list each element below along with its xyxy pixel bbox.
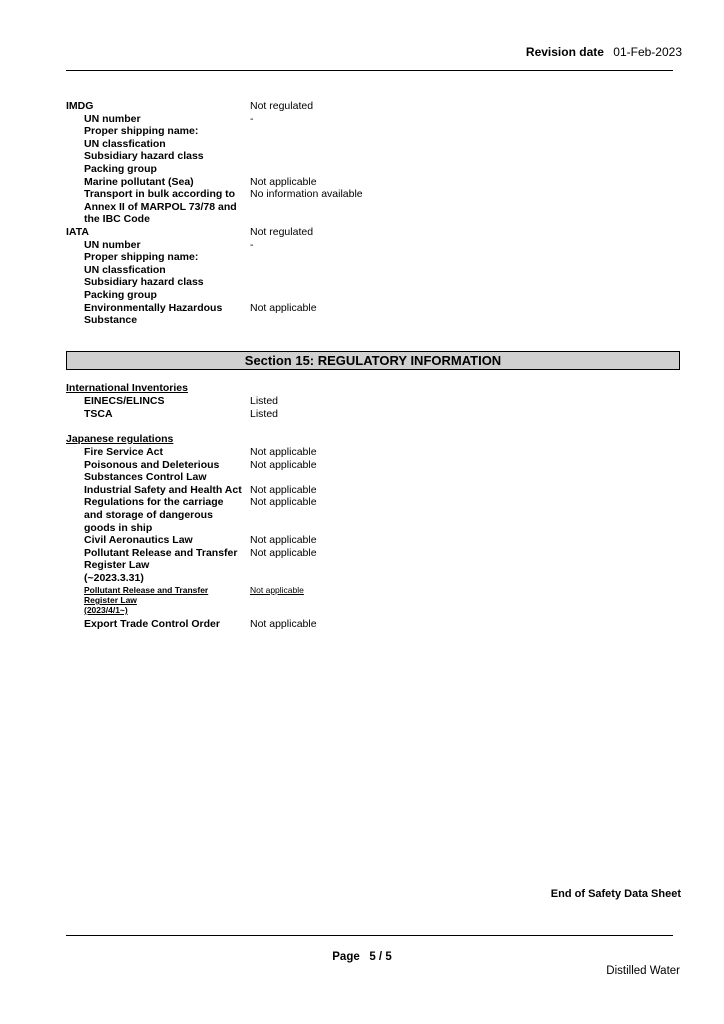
revision-date-value: 01-Feb-2023 xyxy=(613,45,682,59)
iata-title-value: Not regulated xyxy=(250,226,314,238)
row-value: Not applicable xyxy=(250,301,317,314)
row-value xyxy=(250,213,686,226)
row-label: UN classfication xyxy=(84,263,166,276)
row-label: Poisonous and Deleterious xyxy=(84,458,220,471)
row-label: EINECS/ELINCS xyxy=(84,395,165,407)
table-row xyxy=(66,276,686,289)
table-row xyxy=(66,213,686,226)
table-row xyxy=(66,163,686,176)
row-value: Listed xyxy=(250,395,279,407)
revision-header xyxy=(526,45,682,59)
row-label: Civil Aeronautics Law xyxy=(84,534,193,547)
row-value xyxy=(250,595,686,605)
row-label: the IBC Code xyxy=(84,213,150,226)
row-value xyxy=(250,471,686,484)
row-value xyxy=(250,559,686,572)
row-value xyxy=(250,251,686,264)
row-label: Pollutant Release and Transfer xyxy=(84,585,209,595)
table-row xyxy=(66,239,686,252)
row-label: Marine pollutant (Sea) xyxy=(84,175,194,188)
row-value: Not applicable xyxy=(250,483,317,496)
imdg-title-row xyxy=(66,100,686,113)
header-divider xyxy=(66,70,673,71)
row-value xyxy=(250,150,686,163)
row-value: Not applicable xyxy=(250,585,304,595)
product-name: Distilled Water xyxy=(606,965,680,977)
row-value xyxy=(250,163,686,176)
row-value xyxy=(250,138,686,151)
japanese-regulations-heading: Japanese regulations xyxy=(66,433,174,445)
table-row xyxy=(66,125,686,138)
table-row xyxy=(66,618,686,631)
row-label: Industrial Safety and Health Act xyxy=(84,483,242,496)
table-row xyxy=(66,559,686,572)
table-row xyxy=(66,251,686,264)
imdg-table xyxy=(66,100,686,226)
row-value xyxy=(250,125,686,138)
table-row xyxy=(66,484,686,497)
row-value xyxy=(250,276,686,289)
revision-date-label: Revision date xyxy=(525,45,604,59)
row-value: - xyxy=(250,112,254,125)
export-trade-table xyxy=(66,618,686,631)
iata-title: IATA xyxy=(66,226,89,238)
table-row xyxy=(66,138,686,151)
row-label: Subsidiary hazard class xyxy=(84,150,204,163)
row-value xyxy=(250,264,686,277)
page-value: 5 / 5 xyxy=(369,951,392,963)
row-label: Register Law xyxy=(84,595,137,605)
table-row xyxy=(66,585,686,595)
row-label: Subsidiary hazard class xyxy=(84,276,204,289)
row-label: Proper shipping name: xyxy=(84,251,199,264)
row-label: TSCA xyxy=(84,407,113,420)
row-value xyxy=(250,201,686,214)
table-row xyxy=(66,289,686,302)
row-label: Packing group xyxy=(84,162,157,175)
table-row xyxy=(66,595,686,605)
row-value xyxy=(250,289,686,302)
row-value: Not applicable xyxy=(250,546,317,559)
section-15-banner: Section 15: REGULATORY INFORMATION xyxy=(66,351,680,370)
table-row xyxy=(66,509,686,522)
table-row xyxy=(66,314,686,327)
row-label: Annex II of MARPOL 73/78 and xyxy=(84,200,237,213)
row-value xyxy=(250,605,686,615)
table-row xyxy=(66,471,686,484)
page-label: Page xyxy=(332,951,360,963)
row-label: UN number xyxy=(84,112,141,125)
row-value: Not applicable xyxy=(250,534,317,547)
page-number xyxy=(0,951,724,963)
row-value: Not applicable xyxy=(250,458,317,471)
row-value xyxy=(250,522,686,535)
table-row xyxy=(66,201,686,214)
table-row xyxy=(66,302,686,315)
table-row xyxy=(66,605,686,615)
iata-title-row xyxy=(66,226,686,239)
inventories-table xyxy=(66,395,686,420)
row-value: Listed xyxy=(250,407,279,420)
row-value: Not applicable xyxy=(250,496,317,509)
row-value: Not applicable xyxy=(250,618,317,630)
row-label: Proper shipping name: xyxy=(84,125,199,138)
row-label: goods in ship xyxy=(84,521,153,534)
end-of-sheet-text: End of Safety Data Sheet xyxy=(550,888,681,900)
table-row xyxy=(66,547,686,560)
footer-divider xyxy=(66,935,673,936)
table-row xyxy=(66,188,686,201)
table-row xyxy=(66,176,686,189)
row-value xyxy=(250,572,686,585)
table-row xyxy=(66,395,686,408)
japanese-regulations-small-table xyxy=(66,585,686,615)
international-inventories-heading: International Inventories xyxy=(66,382,188,394)
table-row xyxy=(66,534,686,547)
row-value xyxy=(250,314,686,327)
row-label: and storage of dangerous xyxy=(84,508,213,521)
row-label: Register Law xyxy=(84,559,150,572)
table-row xyxy=(66,496,686,509)
row-label: (~2023.3.31) xyxy=(84,571,144,584)
row-value: No information available xyxy=(250,188,363,201)
table-row xyxy=(66,113,686,126)
iata-table xyxy=(66,226,686,327)
row-value: - xyxy=(250,238,254,251)
japanese-regulations-table xyxy=(66,446,686,585)
table-row xyxy=(66,264,686,277)
row-label: (2023/4/1~) xyxy=(84,605,128,615)
imdg-title: IMDG xyxy=(66,100,94,112)
row-label: Packing group xyxy=(84,288,157,301)
table-row xyxy=(66,408,686,421)
row-label: Substances Control Law xyxy=(84,471,207,484)
row-label: Export Trade Control Order xyxy=(84,618,220,630)
table-row xyxy=(66,572,686,585)
row-value xyxy=(250,509,686,522)
table-row xyxy=(66,459,686,472)
row-label: Regulations for the carriage xyxy=(84,496,224,509)
row-label: Transport in bulk according to xyxy=(84,188,236,201)
row-value: Not applicable xyxy=(250,446,317,458)
table-row xyxy=(66,522,686,535)
row-label: Fire Service Act xyxy=(84,446,163,458)
row-label: UN classfication xyxy=(84,137,166,150)
table-row xyxy=(66,150,686,163)
row-label: Substance xyxy=(84,314,138,327)
imdg-title-value: Not regulated xyxy=(250,100,314,112)
row-label: Environmentally Hazardous xyxy=(84,301,223,314)
row-label: Pollutant Release and Transfer xyxy=(84,546,238,559)
row-value: Not applicable xyxy=(250,175,317,188)
row-label: UN number xyxy=(84,238,141,251)
table-row xyxy=(66,446,686,459)
